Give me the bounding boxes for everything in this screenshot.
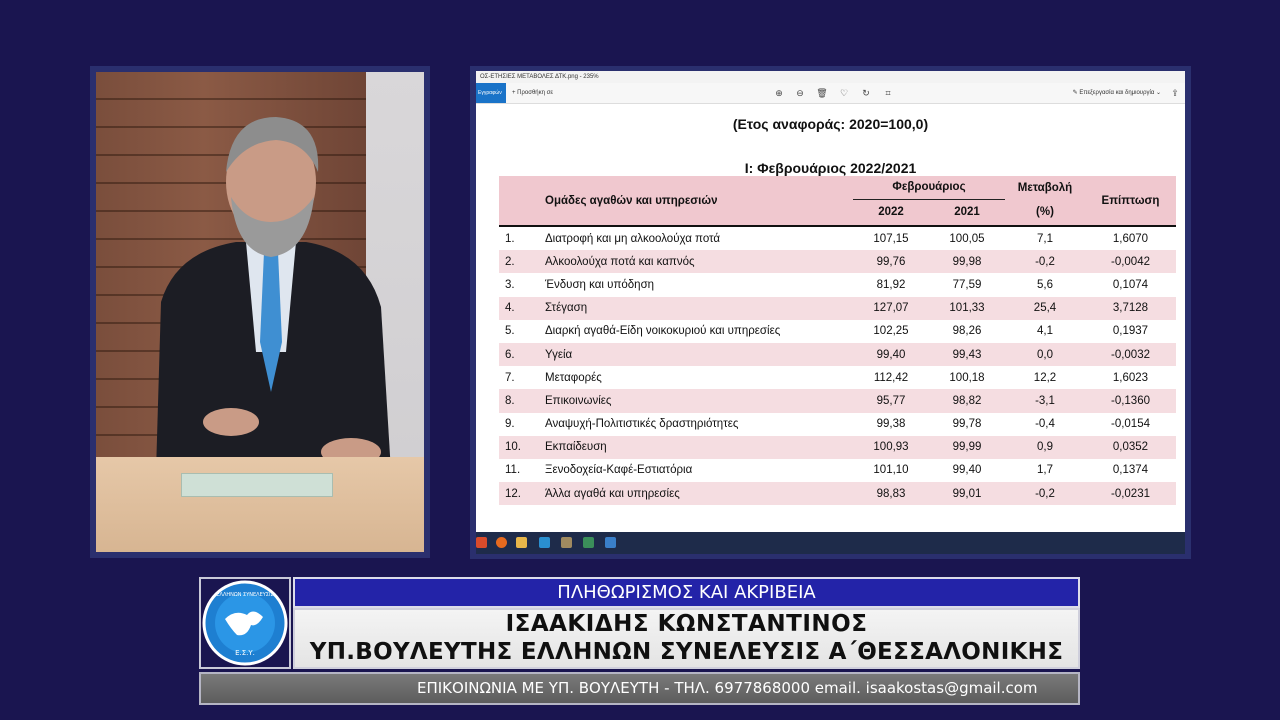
cpi-table [499, 176, 1176, 505]
table-row [499, 297, 1176, 320]
row-value-2022: 98,83 [853, 482, 929, 505]
row-change: 25,4 [1005, 297, 1085, 320]
row-number: 4. [499, 297, 539, 320]
table-row [499, 273, 1176, 296]
edit-create-label: Επεξεργασία και δημιουργία [1079, 90, 1155, 96]
row-value-2021: 100,05 [949, 232, 985, 245]
row-value-2021: 99,01 [929, 482, 1005, 505]
row-number: 2. [499, 250, 539, 273]
add-to-label: Προσθήκη σε [517, 90, 554, 96]
chrome-icon[interactable] [476, 537, 487, 548]
row-change: 0,9 [1005, 436, 1085, 459]
row-impact: -0,0032 [1085, 343, 1176, 366]
window-title: ΟΣ-ΕΤΗΣΙΕΣ ΜΕΤΑΒΟΛΕΣ ΔΤΚ.png - 235% [476, 71, 1185, 83]
header-groups: Ομάδες αγαθών και υπηρεσιών [539, 176, 853, 225]
row-change: 5,6 [1037, 278, 1053, 291]
presenter-figure [136, 92, 396, 472]
row-value-2021: 77,59 [952, 278, 982, 291]
speaker-name-box [293, 608, 1080, 669]
row-impact: 0,1374 [1112, 464, 1149, 477]
row-number: 5. [505, 325, 515, 338]
row-number: 6. [499, 343, 539, 366]
delete-icon[interactable]: 🗑 [816, 88, 828, 98]
row-number: 9. [505, 418, 515, 431]
row-value-2022: 81,92 [876, 278, 906, 291]
row-value-2022: 99,76 [853, 250, 929, 273]
row-impact: -0,1360 [1085, 389, 1176, 412]
row-value-2021: 100,18 [949, 371, 985, 384]
row-value-2021: 99,99 [929, 436, 1005, 459]
file-explorer-icon[interactable] [516, 537, 527, 548]
row-value-2022: 99,38 [876, 418, 906, 431]
row-value-2021: 99,98 [929, 250, 1005, 273]
header-month: Φεβρουάριος [853, 176, 1005, 199]
row-value-2022: 100,93 [853, 436, 929, 459]
row-group: Ένδυση και υπόδηση [545, 278, 655, 291]
header-no [499, 176, 539, 225]
row-impact: 1,6070 [1112, 232, 1149, 245]
row-number: 10. [499, 436, 539, 459]
row-group: Διαρκή αγαθά-Είδη νοικοκυριού και υπηρεσίες [545, 325, 781, 338]
desk-papers [181, 473, 333, 497]
header-change: Μεταβολή [1005, 176, 1085, 199]
table-row [499, 250, 1176, 273]
row-value-2022: 99,40 [853, 343, 929, 366]
row-impact: 3,7128 [1085, 297, 1176, 320]
row-value-2022: 107,15 [873, 232, 909, 245]
row-value-2022: 127,07 [853, 297, 929, 320]
speaker-role: ΥΠ.ΒΟΥΛΕΥΤΗΣ ΕΛΛΗΝΩΝ ΣΥΝΕΛΕΥΣΙΣ Α΄ΘΕΣΣΑΛΟΝΙΚΗΣ [309, 639, 1064, 665]
row-impact: 0,1937 [1112, 325, 1149, 338]
table-row [499, 413, 1176, 436]
row-impact: 0,0352 [1085, 436, 1176, 459]
table-row [499, 366, 1176, 389]
cpi-table-body [499, 227, 1176, 505]
header-year-2021: 2021 [929, 199, 1005, 225]
studio-desk [96, 457, 424, 552]
row-group: Αναψυχή-Πολιτιστικές δραστηριότητες [545, 418, 739, 431]
row-number: 8. [499, 389, 539, 412]
row-value-2021: 99,40 [952, 464, 982, 477]
zoom-in-icon[interactable]: ⊕ [775, 88, 783, 98]
row-impact: 0,1074 [1112, 278, 1149, 291]
row-impact: -0,0154 [1110, 418, 1150, 431]
table-row [499, 227, 1176, 250]
row-number: 7. [505, 371, 515, 384]
row-value-2021: 98,82 [929, 389, 1005, 412]
row-change: -3,1 [1005, 389, 1085, 412]
studio-video-feed [96, 72, 424, 552]
image-viewer-window [476, 71, 1185, 554]
party-logo [199, 577, 291, 669]
row-value-2022: 102,25 [873, 325, 909, 338]
share-icon[interactable]: ⇪ [1171, 88, 1179, 98]
photos-icon[interactable] [605, 537, 616, 548]
row-impact: -0,0231 [1085, 482, 1176, 505]
crop-icon[interactable]: ⌗ [885, 88, 891, 98]
row-group: Μεταφορές [545, 371, 602, 384]
header-change-unit: (%) [1005, 199, 1085, 225]
row-group: Επικοινωνίες [539, 389, 853, 412]
row-change: -0,2 [1005, 250, 1085, 273]
reference-year-line: (Ετος αναφοράς: 2020=100,0) [732, 116, 929, 132]
row-change: -0,4 [1035, 418, 1055, 431]
row-change: -0,2 [1005, 482, 1085, 505]
contact-bar: ΕΠΙΚΟΙΝΩΝΙΑ ΜΕ ΥΠ. ΒΟΥΛΕΥΤΗ - ΤΗΛ. 6977868000 email. isaakostas@gmail.com [199, 672, 1080, 705]
svg-text:ΕΛΛΗΝΩΝ ΣΥΝΕΛΕΥΣΙΣ: ΕΛΛΗΝΩΝ ΣΥΝΕΛΕΥΣΙΣ [216, 592, 274, 598]
skype-icon[interactable] [539, 537, 550, 548]
table-row [499, 343, 1176, 366]
video-panel [90, 66, 430, 558]
row-change: 0,0 [1005, 343, 1085, 366]
row-value-2022: 112,42 [873, 371, 909, 384]
row-group: Στέγαση [539, 297, 853, 320]
topic-bar: ΠΛΗΘΩΡΙΣΜΟΣ ΚΑΙ ΑΚΡΙΒΕΙΑ [293, 577, 1080, 608]
viewer-toolbar [476, 83, 1185, 104]
rotate-icon[interactable]: ↻ [862, 88, 870, 98]
row-change: 12,2 [1033, 371, 1057, 384]
row-impact: 1,6023 [1112, 371, 1149, 384]
row-value-2022: 101,10 [873, 464, 909, 477]
media-app-icon[interactable] [561, 537, 572, 548]
row-value-2021: 99,43 [929, 343, 1005, 366]
favorite-icon[interactable]: ♡ [839, 88, 849, 98]
header-impact: Επίπτωση [1085, 176, 1176, 225]
table-row [499, 436, 1176, 459]
period-title: Ι: Φεβρουάριος 2022/2021 [744, 160, 917, 176]
table-row [499, 482, 1176, 505]
document-image [476, 104, 1185, 532]
row-group: Διατροφή και μη αλκοολούχα ποτά [545, 232, 721, 245]
row-value-2021: 101,33 [929, 297, 1005, 320]
row-change: 4,1 [1037, 325, 1053, 338]
speaker-name: ΙΣΑΑΚΙΔΗΣ ΚΩΝΣΤΑΝΤΙΝΟΣ [505, 611, 868, 637]
row-change: 1,7 [1037, 464, 1053, 477]
edit-app-icon[interactable] [583, 537, 594, 548]
firefox-icon[interactable] [496, 537, 507, 548]
viewer-tab[interactable]: Εγγραφών [476, 83, 506, 103]
row-group: Άλλα αγαθά και υπηρεσίες [539, 482, 853, 505]
row-group: Αλκοολούχα ποτά και καπνός [539, 250, 853, 273]
row-change: 7,1 [1037, 232, 1053, 245]
row-impact: -0,0042 [1085, 250, 1176, 273]
row-value-2021: 98,26 [952, 325, 982, 338]
header-year-2022: 2022 [853, 199, 929, 225]
row-group: Υγεία [539, 343, 853, 366]
row-value-2021: 99,78 [952, 418, 982, 431]
row-number: 11. [505, 464, 521, 477]
screen-share-panel [470, 66, 1191, 559]
svg-text:Ε.Σ.Υ.: Ε.Σ.Υ. [235, 649, 255, 657]
row-group: Ξενοδοχεία-Καφέ-Εστιατόρια [545, 464, 693, 477]
taskbar [476, 532, 1185, 554]
edit-create-button[interactable]: ✎ Επεξεργασία και δημιουργία ⌄ [1072, 90, 1161, 96]
table-row [499, 320, 1176, 343]
table-row [499, 389, 1176, 412]
row-value-2022: 95,77 [853, 389, 929, 412]
row-number: 1. [505, 232, 515, 245]
row-group: Εκπαίδευση [539, 436, 853, 459]
add-to-button[interactable]: + Προσθήκη σε [512, 90, 554, 96]
zoom-out-icon[interactable]: ⊖ [796, 88, 804, 98]
table-row [499, 459, 1176, 482]
row-number: 3. [505, 278, 515, 291]
row-number: 12. [499, 482, 539, 505]
globe-logo-icon [201, 579, 289, 667]
